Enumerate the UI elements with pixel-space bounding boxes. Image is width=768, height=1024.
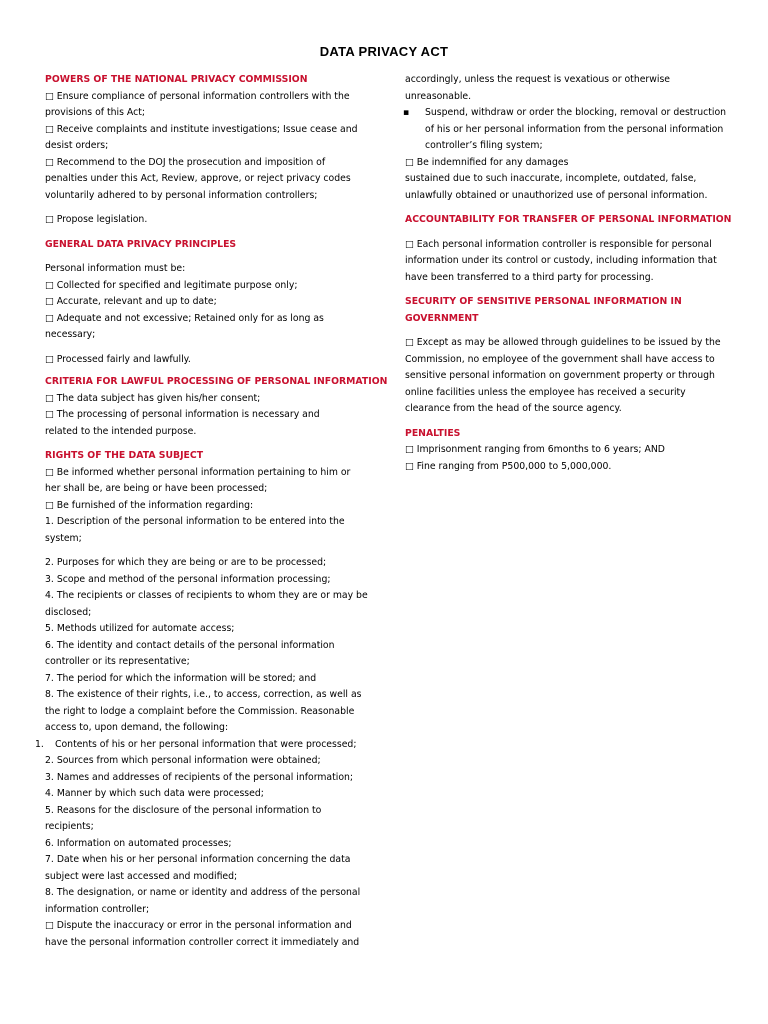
text-line: □ The data subject has given his/her consent;: [45, 392, 261, 404]
text-line: 7. Date when his or her personal information concerning the data: [45, 854, 351, 865]
text-line: □ Recommend to the DOJ the prosecution and imposition of: [45, 156, 326, 168]
section-heading-penalties: PENALTIES: [405, 427, 461, 439]
section-heading-accountability: ACCOUNTABILITY FOR TRANSFER OF PERSONAL INFORMATION: [405, 214, 732, 225]
text-line: related to the intended purpose.: [45, 425, 197, 437]
bullet-text: Suspend, withdraw or order the blocking, removal or destruction: [425, 107, 727, 118]
text-line: Commission, no employee of the government shall have access to: [405, 353, 715, 365]
page-title: DATA PRIVACY ACT: [319, 44, 449, 59]
section-heading-rights: RIGHTS OF THE DATA SUBJECT: [45, 450, 204, 461]
item-text: Contents of his or her personal information that were processed;: [55, 738, 357, 750]
bullet-icon: ▪: [403, 107, 410, 118]
text-line: system;: [45, 532, 82, 544]
section-heading-security-cont: GOVERNMENT: [405, 312, 479, 324]
text-line: 7. The period for which the information will be stored; and: [45, 672, 317, 684]
right-column: [405, 72, 735, 475]
bullet-item: [405, 105, 735, 122]
left-column: [35, 72, 388, 951]
text-line: voluntarily adhered to by personal information controllers;: [45, 189, 318, 201]
text-line: Personal information must be:: [45, 263, 186, 274]
text-line: information under its control or custody, including information that: [405, 255, 717, 266]
text-line: □ Be furnished of the information regarding:: [45, 499, 254, 511]
text-line: □ Dispute the inaccuracy or error in the personal information and: [45, 920, 352, 931]
text-line: 1. Description of the personal information to be entered into the: [45, 516, 345, 527]
text-line: □ Imprisonment ranging from 6months to 6 years; AND: [405, 444, 665, 455]
text-line: information controller;: [45, 903, 150, 915]
section-heading-principles: GENERAL DATA PRIVACY PRINCIPLES: [45, 238, 237, 250]
text-line: the right to lodge a complaint before the Commission. Reasonable: [45, 705, 355, 717]
text-line: controller’s filing system;: [425, 140, 543, 151]
text-line: accordingly, unless the request is vexatious or otherwise: [405, 74, 671, 85]
text-line: 8. The existence of their rights, i.e., to access, correction, as well as: [45, 689, 362, 700]
text-line: 6. The identity and contact details of the personal information: [45, 639, 335, 651]
text-line: □ Fine ranging from P500,000 to 5,000,000.: [405, 460, 612, 472]
text-line: □ Collected for specified and legitimate purpose only;: [45, 279, 298, 291]
text-line: have the personal information controller correct it immediately and: [45, 936, 360, 948]
text-line: 3. Names and addresses of recipients of the personal information;: [45, 771, 354, 783]
text-line: □ Each personal information controller is responsible for personal: [405, 238, 712, 250]
text-line: provisions of this Act;: [45, 107, 146, 118]
text-line: □ Except as may be allowed through guidelines to be issued by the: [405, 337, 721, 348]
text-line: controller or its representative;: [45, 656, 190, 667]
section-heading-security: SECURITY OF SENSITIVE PERSONAL INFORMATION IN: [405, 296, 682, 307]
section-heading-powers: POWERS OF THE NATIONAL PRIVACY COMMISSION: [45, 74, 308, 85]
text-line: 5. Methods utilized for automate access;: [45, 623, 235, 634]
text-line: of his or her personal information from the personal information: [425, 123, 724, 135]
text-line: desist orders;: [45, 140, 109, 151]
text-line: have been transferred to a third party for processing.: [405, 271, 654, 283]
text-line: □ Adequate and not excessive; Retained only for as long as: [45, 312, 324, 324]
text-line: 3. Scope and method of the personal information processing;: [45, 573, 331, 585]
text-line: □ Be informed whether personal information pertaining to him or: [45, 466, 351, 478]
section-heading-criteria: CRITERIA FOR LAWFUL PROCESSING OF PERSONAL INFORMATION: [45, 376, 388, 387]
text-line: 2. Sources from which personal information were obtained;: [45, 755, 321, 766]
text-line: □ Propose legislation.: [45, 214, 148, 225]
text-line: □ Receive complaints and institute investigations; Issue cease and: [45, 123, 358, 135]
text-line: penalties under this Act, Review, approve, or reject privacy codes: [45, 173, 351, 184]
text-line: unreasonable.: [405, 90, 472, 102]
text-line: her shall be, are being or have been processed;: [45, 483, 268, 494]
text-line: sustained due to such inaccurate, incomplete, outdated, false,: [405, 173, 697, 184]
text-line: access to, upon demand, the following:: [45, 722, 229, 733]
text-line: subject were last accessed and modified;: [45, 870, 238, 882]
text-line: 8. The designation, or name or identity and address of the personal: [45, 887, 361, 898]
text-line: □ Accurate, relevant and up to date;: [45, 296, 217, 307]
numbered-item: [35, 737, 365, 754]
text-line: disclosed;: [45, 606, 92, 618]
text-line: recipients;: [45, 821, 94, 832]
text-line: □ Be indemnified for any damages: [405, 156, 569, 168]
text-line: 4. Manner by which such data were processed;: [45, 788, 264, 799]
text-line: 5. Reasons for the disclosure of the personal information to: [45, 804, 322, 816]
text-line: 6. Information on automated processes;: [45, 837, 232, 849]
text-line: necessary;: [45, 329, 96, 340]
text-line: □ Processed fairly and lawfully.: [45, 353, 191, 365]
text-line: □ The processing of personal information is necessary and: [45, 409, 320, 420]
text-line: □ Ensure compliance of personal information controllers with the: [45, 90, 350, 102]
text-line: 2. Purposes for which they are being or are to be processed;: [45, 557, 327, 568]
text-line: 4. The recipients or classes of recipients to whom they are or may be: [45, 590, 368, 601]
text-line: sensitive personal information on government property or through: [405, 370, 715, 381]
text-line: online facilities unless the employee has received a security: [405, 386, 686, 398]
text-line: unlawfully obtained or unauthorized use of personal information.: [405, 189, 708, 201]
item-number: 1.: [35, 738, 44, 750]
text-line: clearance from the head of the source agency.: [405, 403, 622, 414]
